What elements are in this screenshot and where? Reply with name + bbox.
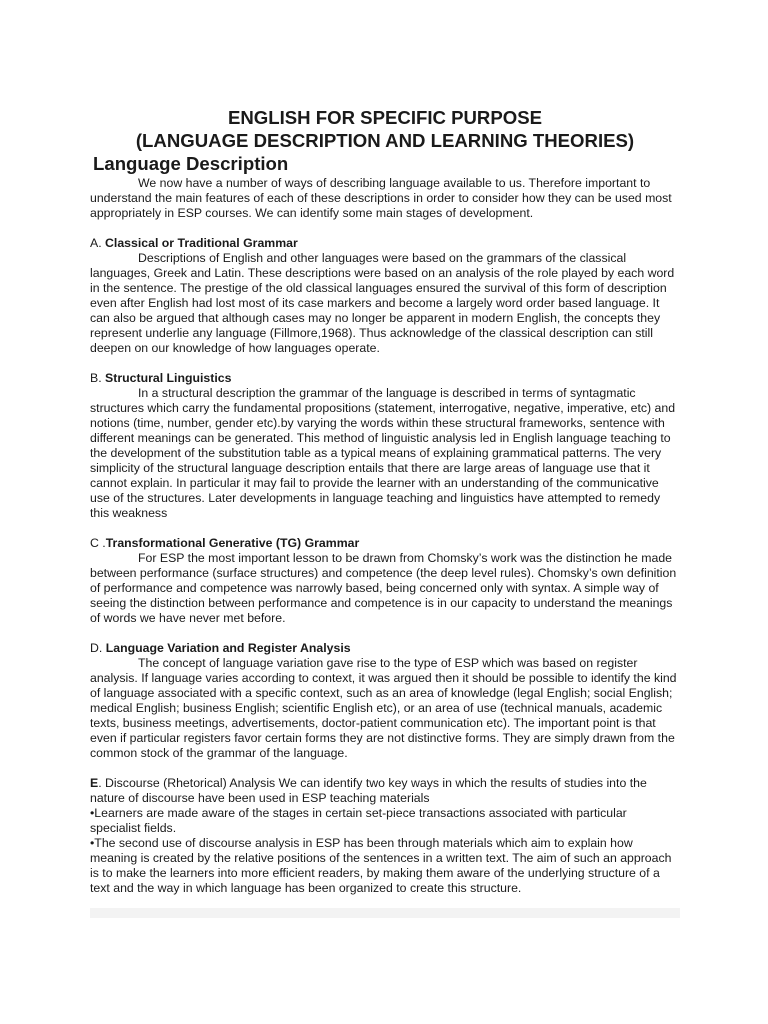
- spacer: [90, 356, 680, 371]
- subsection-heading-a: [90, 236, 680, 251]
- subsection-body-b: In a structural description the grammar of the language is described in terms of syntagmatic structures which carry the fundamental propositions (statement, interrogative, negative, imperative, etc) and notions (time, number, gender etc).by varying the words within these structural frameworks, sentence with different meanings can be generated. This method of linguistic analysis led in English language teaching to the development of the substitution table as a typical means of explaining grammatical patterns. The very simplicity of the structural language description entails that there are large areas of language use that it cannot explain. In particular it may fail to provide the learner with an understanding of the communicative use of the structures. Later developments in language teaching and linguistics have attempted to remedy this weakness: [90, 386, 676, 520]
- bullet-item-1: •Learners are made aware of the stages in certain set-piece transactions associated with particular specialist fields.: [90, 806, 627, 835]
- subsection-e-paragraph: [90, 776, 680, 806]
- subsection-title: Structural Linguistics: [105, 371, 232, 385]
- subsection-body-c: For ESP the most important lesson to be drawn from Chomsky’s work was the distinction he made between performance (surface structures) and competence (the deep level rules). Chomsky’s own definition of performance and competence was narrowly based, being concerned only with syntax. A simple way of seeing the distinction between performance and competence is in our capacity to understand the meanings of words we have never met before.: [90, 551, 677, 625]
- subsection-heading-b: [90, 371, 680, 386]
- subsection-title: Classical or Traditional Grammar: [105, 236, 298, 250]
- subsection-body-d: The concept of language variation gave rise to the type of ESP which was based on register analysis. If language varies according to context, it was argued then it should be possible to identify the kind of language associated with a specific context, such as an area of knowledge (legal English; social English; medical English; business English; scientific English etc), or an area of use (technical manuals, academic texts, business meetings, advertisements, doctor-patient communication etc). The important point is that even if particular registers favor certain forms they are not distinctive forms. They are simply drawn from the common stock of the grammar of the language.: [90, 656, 677, 760]
- subsection-title: Transformational Generative (TG) Grammar: [105, 536, 360, 550]
- subsection-e-text: . Discourse (Rhetorical) Analysis We can identify two key ways in which the results of studies into the nature of discourse have been used in ESP teaching materials: [90, 776, 647, 805]
- spacer: [90, 221, 680, 236]
- bullet-item-2: •The second use of discourse analysis in ESP has been through materials which aim to explain how meaning is created by the relative positions of the sentences in a written text. The aim of such an approach is to make the learners into more efficient readers, by making them aware of the underlying structure of a text and the way in which language has been organized to create this structure.: [90, 836, 672, 895]
- subsection-prefix: D.: [90, 641, 106, 655]
- subsection-prefix: C .: [90, 536, 106, 550]
- subsection-body-a: Descriptions of English and other languages were based on the grammars of the classical languages, Greek and Latin. These descriptions were based on an analysis of the role played by each word in the sentence. The prestige of the old classical languages ensured the survival of this form of description even after English had lost most of its case markers and become a largely word order based language. It can also be argued that although cases may no longer be apparent in modern English, the concepts they represent underlie any language (Fillmore,1968). Thus acknowledge of the classical description can still deepen on our knowledge of how languages operate.: [90, 251, 675, 355]
- document-title-line-2: (LANGUAGE DESCRIPTION AND LEARNING THEORIES): [135, 130, 635, 151]
- intro-paragraph: We now have a number of ways of describing language available to us. Therefore important to understand the main features of each of these descriptions in order to consider how they can be used most appropriately in ESP courses. We can identify some main stages of development.: [90, 176, 672, 220]
- subsection-title: Language Variation and Register Analysis: [105, 641, 351, 655]
- subsection-prefix: A.: [90, 236, 106, 250]
- page-bottom-band: [90, 908, 680, 918]
- document-title-line-1: ENGLISH FOR SPECIFIC PURPOSE: [227, 107, 543, 128]
- spacer: [90, 626, 680, 641]
- subsection-e-label: E: [90, 776, 99, 790]
- subsection-heading-c: [90, 536, 680, 551]
- subsection-heading-d: [90, 641, 680, 656]
- spacer: [90, 761, 680, 776]
- section-heading-language-description: Language Description: [93, 153, 289, 174]
- spacer: [90, 521, 680, 536]
- document-content: [90, 106, 680, 896]
- subsection-prefix: B.: [90, 371, 106, 385]
